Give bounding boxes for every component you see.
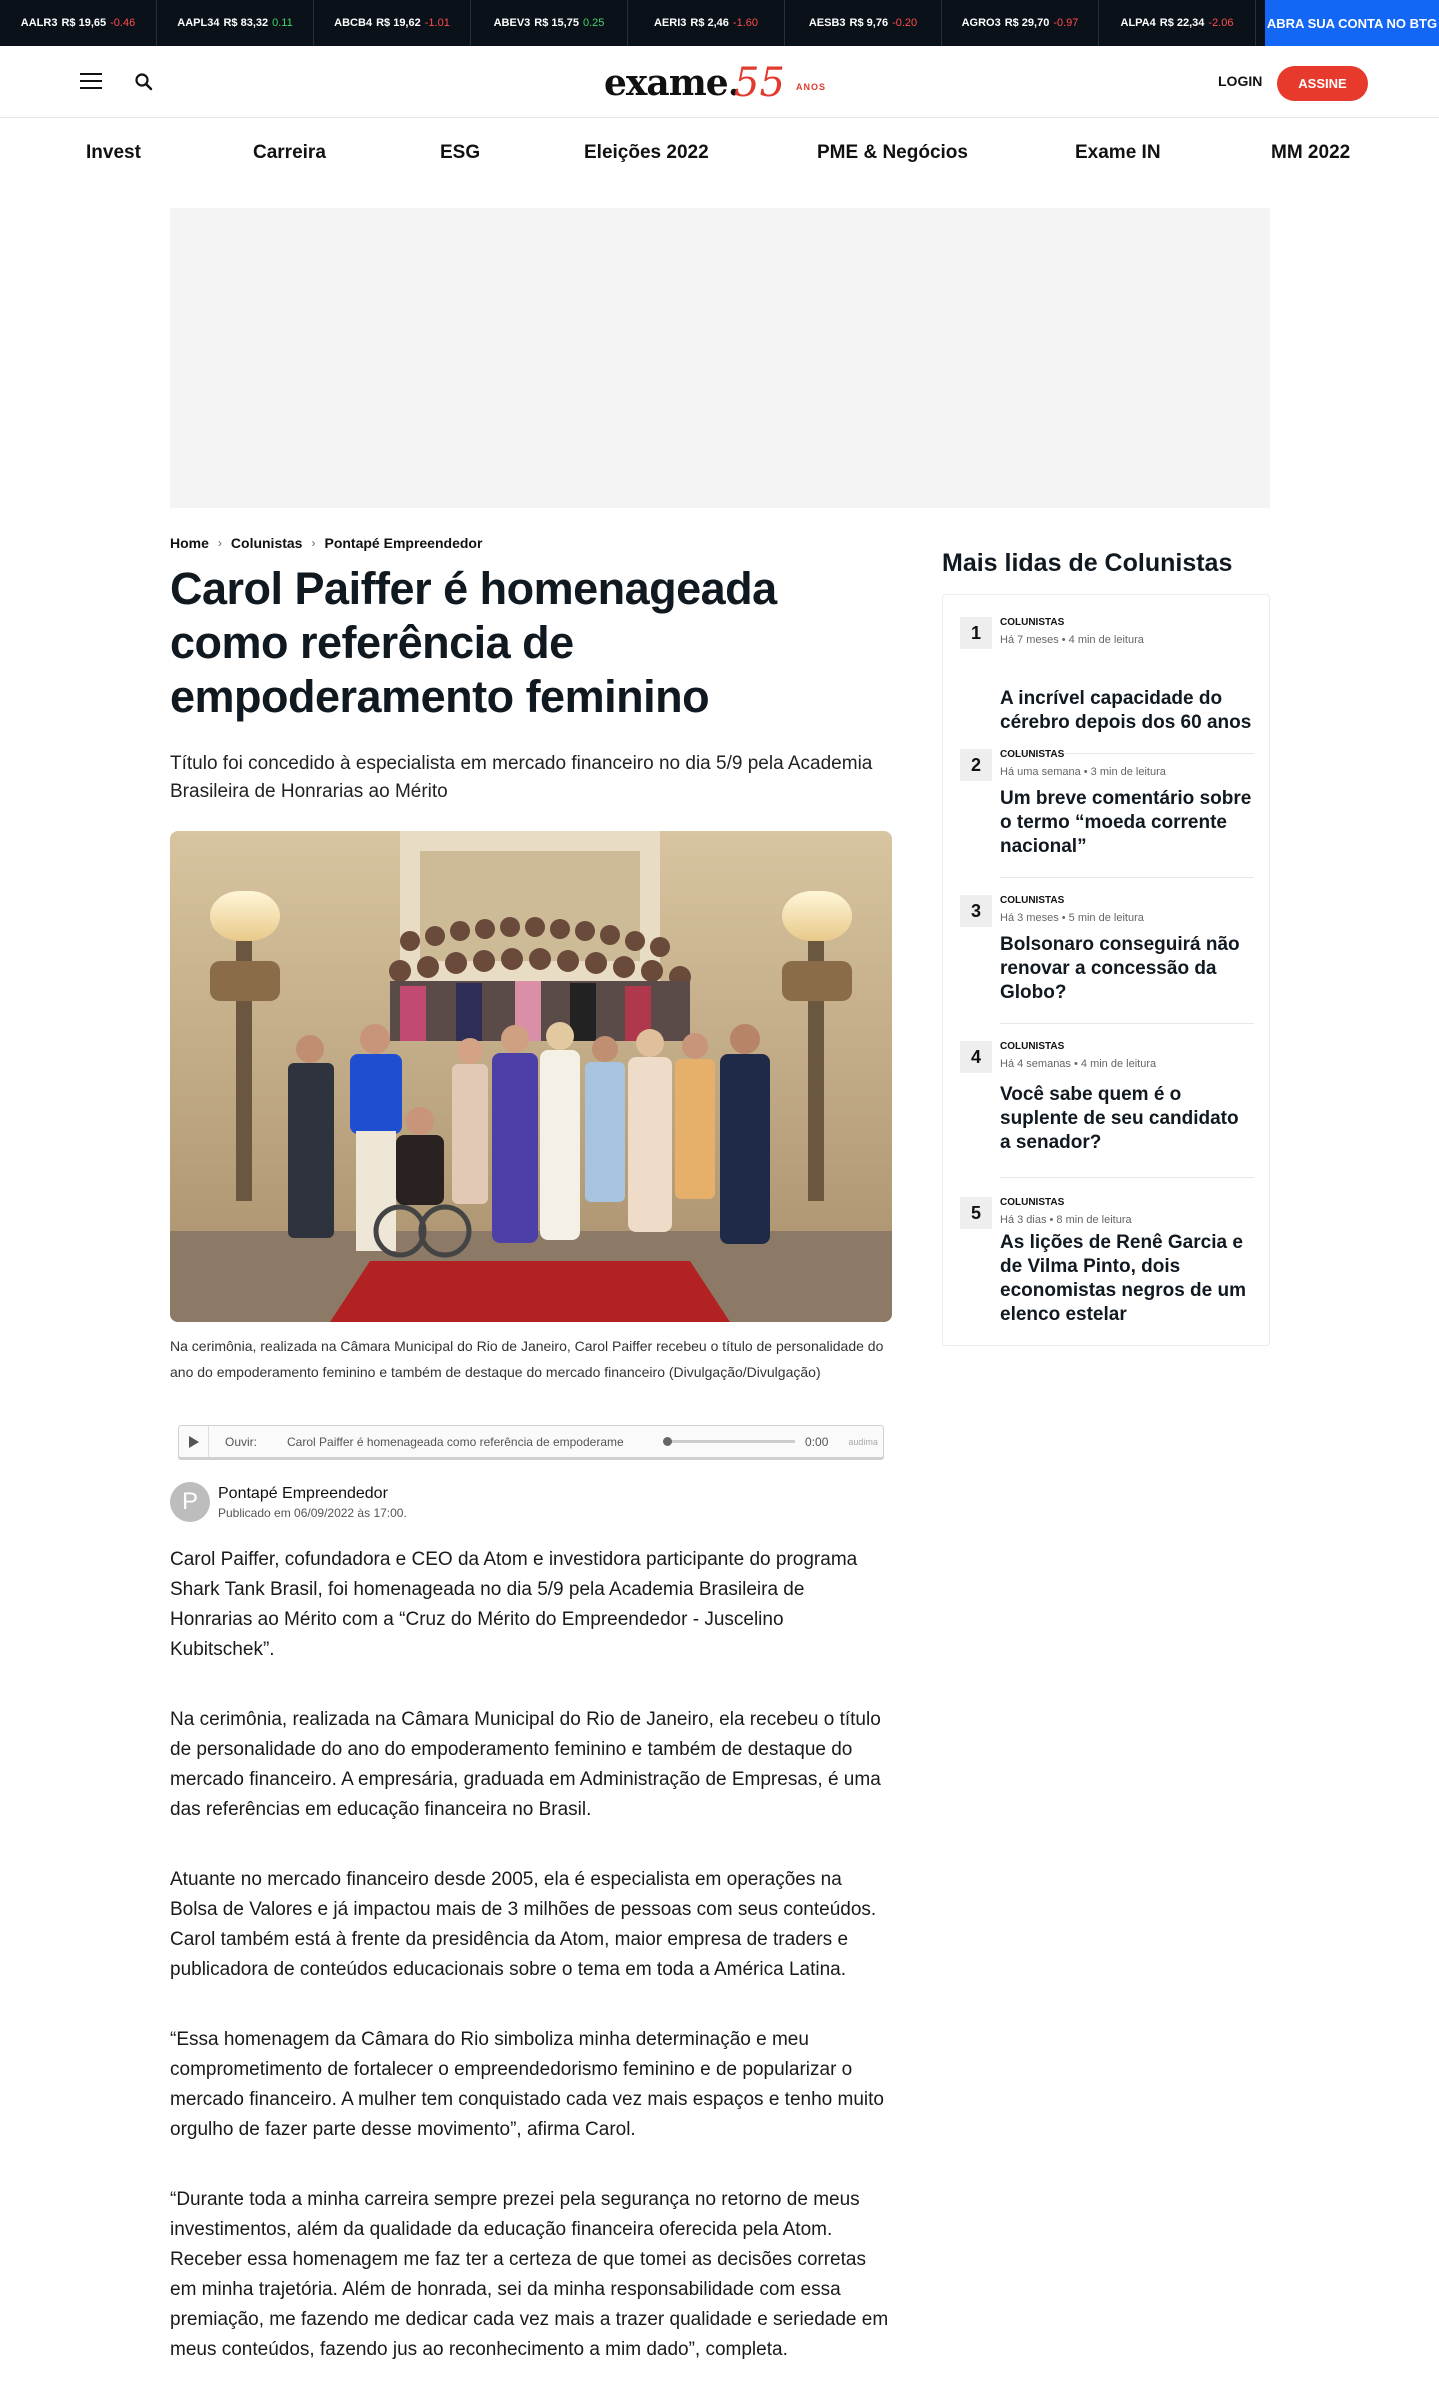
- audio-brand[interactable]: audima: [848, 1436, 878, 1447]
- rank-number: 4: [960, 1041, 992, 1073]
- item-category: COLUNISTAS: [1000, 617, 1065, 628]
- stock-ticker: [0, 0, 1439, 46]
- logo-suffix: ANOS: [796, 82, 827, 92]
- nav-item-exame-in[interactable]: Exame IN: [1075, 142, 1161, 163]
- ticker-price: R$ 2,46: [690, 17, 729, 29]
- nav-item-esg[interactable]: ESG: [440, 142, 481, 163]
- item-headline[interactable]: As lições de Renê Garcia e de Vilma Pinto, dois economistas negros de um elenco estelar: [1000, 1232, 1247, 1325]
- ticker-item[interactable]: [471, 0, 628, 46]
- ticker-price: R$ 19,62: [376, 17, 421, 29]
- photo-caption: Na cerimônia, realizada na Câmara Municipal do Rio de Janeiro, Carol Paiffer recebeu o título de personalidade do ano do empoderamento feminino e também de destaque do mercado financeiro (Divulgação/Divulgação): [170, 1338, 884, 1380]
- ticker-item[interactable]: [628, 0, 785, 46]
- ad-banner: [170, 208, 1270, 508]
- audio-player: [178, 1425, 884, 1458]
- ticker-price: R$ 83,32: [223, 17, 269, 29]
- item-meta: Há 3 dias • 8 min de leitura: [1000, 1214, 1132, 1226]
- logo-number: 55: [734, 60, 785, 106]
- ticker-change: -0.20: [892, 17, 918, 29]
- ticker-symbol: ABEV3: [493, 17, 531, 29]
- item-headline[interactable]: Bolsonaro conseguirá não renovar a concessão da Globo?: [1000, 934, 1240, 1003]
- divider: [1000, 877, 1254, 878]
- nav-item-mm[interactable]: MM 2022: [1271, 142, 1351, 163]
- ticker-price: R$ 9,76: [849, 17, 889, 29]
- article-photo: [170, 831, 892, 1322]
- divider: [1000, 1177, 1254, 1178]
- subscribe-button[interactable]: ASSINE: [1277, 66, 1368, 101]
- ticker-symbol: AAPL34: [177, 17, 220, 29]
- logo-text: exame.: [604, 62, 740, 104]
- audio-progress-knob[interactable]: [663, 1437, 672, 1446]
- item-headline[interactable]: A incrível capacidade do cérebro depois dos 60 anos: [1000, 688, 1252, 733]
- breadcrumb-home[interactable]: Home: [170, 535, 209, 551]
- ticker-item[interactable]: [1099, 0, 1256, 46]
- ticker-price: R$ 22,34: [1159, 17, 1205, 29]
- breadcrumb-colunistas[interactable]: Colunistas: [230, 535, 303, 551]
- nav-item-carreira[interactable]: Carreira: [253, 142, 326, 163]
- item-meta: Há uma semana • 3 min de leitura: [1000, 766, 1166, 778]
- breadcrumb-column[interactable]: Pontapé Empreendedor: [324, 535, 483, 551]
- ticker-change: 0.11: [272, 17, 293, 29]
- main-nav: [0, 118, 1439, 188]
- ticker-change: -0.97: [1053, 17, 1079, 29]
- ticker-price: R$ 29,70: [1004, 17, 1050, 29]
- item-meta: Há 4 semanas • 4 min de leitura: [1000, 1058, 1157, 1070]
- breadcrumb: [170, 535, 482, 551]
- play-icon[interactable]: [179, 1426, 209, 1457]
- nav-item-pme[interactable]: PME & Negócios: [817, 142, 968, 163]
- login-link[interactable]: LOGIN: [1218, 73, 1263, 89]
- chevron-right-icon: ›: [217, 536, 222, 550]
- item-meta: Há 3 meses • 5 min de leitura: [1000, 912, 1144, 924]
- ticker-change: -1.01: [424, 17, 450, 29]
- ticker-symbol: AESB3: [808, 17, 846, 29]
- article-paragraph: Carol Paiffer, cofundadora e CEO da Atom e investidora participante do programa Shark Tank Brasil, foi homenageada no dia 5/9 pela Academia Brasileira de Honrarias ao Mérito com a “Cruz do Mérito do Empreendedor - Juscelino Kubitschek”.: [170, 1549, 858, 1660]
- audio-time: 0:00: [805, 1434, 829, 1449]
- divider: [1000, 1023, 1254, 1024]
- ticker-item[interactable]: [942, 0, 1099, 46]
- ticker-price: R$ 15,75: [534, 17, 579, 29]
- audio-label: Ouvir:: [225, 1434, 258, 1449]
- audio-title: Carol Paiffer é homenageada como referência de empoderame: [287, 1434, 624, 1449]
- author-avatar[interactable]: P: [170, 1482, 210, 1522]
- publish-date: Publicado em 06/09/2022 às 17:00.: [218, 1506, 407, 1520]
- most-read-title: Mais lidas de Colunistas: [942, 549, 1233, 577]
- site-header: [0, 46, 1439, 118]
- item-headline[interactable]: Um breve comentário sobre o termo “moeda corrente nacional”: [1000, 788, 1252, 857]
- ticker-change: -0.46: [110, 17, 136, 29]
- ticker-symbol: ABCB4: [334, 17, 373, 29]
- open-account-button[interactable]: ABRA SUA CONTA NO BTG: [1265, 0, 1439, 46]
- item-category: COLUNISTAS: [1000, 895, 1065, 906]
- audio-progress-slider[interactable]: [665, 1440, 795, 1443]
- article-subtitle: Título foi concedido à especialista em mercado financeiro no dia 5/9 pela Academia Brasileira de Honrarias ao Mérito: [170, 753, 873, 802]
- most-read-list: [942, 594, 1270, 1346]
- exame-logo[interactable]: [604, 60, 836, 104]
- article-title: Carol Paiffer é homenageada como referência de empoderamento feminino: [170, 563, 777, 722]
- chevron-right-icon: ›: [311, 536, 316, 550]
- article-paragraph: “Durante toda a minha carreira sempre prezei pela segurança no retorno de meus investimentos, além da qualidade da educação financeira oferecida pela Atom. Receber essa homenagem me faz ter a certeza de que tomei as decisões corretas em minha trajetória. Além de honrada, sei da minha responsabilidade com essa premiação, me fazendo me dedicar cada vez mais a trazer qualidade e seriedade em meus conteúdos, fazendo jus ao reconhecimento a mim dado”, completa.: [170, 2189, 889, 2360]
- item-category: COLUNISTAS: [1000, 1197, 1065, 1208]
- item-headline[interactable]: Você sabe quem é o suplente de seu candidato a senador?: [1000, 1084, 1239, 1153]
- ticker-symbol: AGRO3: [961, 17, 1001, 29]
- menu-icon[interactable]: [80, 73, 102, 91]
- nav-item-invest[interactable]: Invest: [86, 142, 141, 163]
- ticker-change: -2.06: [1208, 17, 1234, 29]
- item-category: COLUNISTAS: [1000, 749, 1065, 760]
- author-name[interactable]: Pontapé Empreendedor: [218, 1485, 388, 1502]
- article-paragraph: Na cerimônia, realizada na Câmara Municipal do Rio de Janeiro, ela recebeu o título de personalidade do ano do empoderamento feminino e também de destaque do mercado financeiro. A empresária, graduada em Administração de Empresas, é uma das referências em educação financeira no Brasil.: [170, 1709, 881, 1820]
- article-paragraph: “Essa homenagem da Câmara do Rio simboliza minha determinação e meu comprometimento de fortalecer o empreendedorismo feminino e de popularizar o mercado financeiro. A mulher tem conquistado cada vez mais espaços e tenho muito orgulho de fazer parte desse movimento”, afirma Carol.: [170, 2029, 884, 2140]
- ticker-item[interactable]: [157, 0, 314, 46]
- item-category: COLUNISTAS: [1000, 1041, 1065, 1052]
- ticker-item[interactable]: [785, 0, 942, 46]
- search-icon[interactable]: [134, 72, 154, 92]
- rank-number: 5: [960, 1197, 992, 1229]
- ticker-change: 0.25: [582, 17, 605, 29]
- item-meta: Há 7 meses • 4 min de leitura: [1000, 634, 1144, 646]
- nav-item-eleicoes[interactable]: Eleições 2022: [584, 142, 709, 163]
- article-body: [170, 1545, 892, 2381]
- ticker-item[interactable]: [314, 0, 471, 46]
- rank-number: 3: [960, 895, 992, 927]
- ticker-symbol: AERI3: [653, 17, 687, 29]
- ticker-price: R$ 19,65: [61, 17, 107, 29]
- article-paragraph: Atuante no mercado financeiro desde 2005, ela é especialista em operações na Bolsa de Valores e já impactou mais de 3 milhões de pessoas com seus conteúdos. Carol também está à frente da presidência da Atom, maior empresa de traders e publicadora de conteúdos educacionais sobre o tema em toda a América Latina.: [170, 1869, 877, 1980]
- ticker-symbol: AALR3: [20, 17, 58, 29]
- rank-number: 1: [960, 617, 992, 649]
- rank-number: 2: [960, 749, 992, 781]
- ticker-item[interactable]: [0, 0, 157, 46]
- ticker-change: -1.60: [732, 17, 758, 29]
- ticker-symbol: ALPA4: [1120, 17, 1156, 29]
